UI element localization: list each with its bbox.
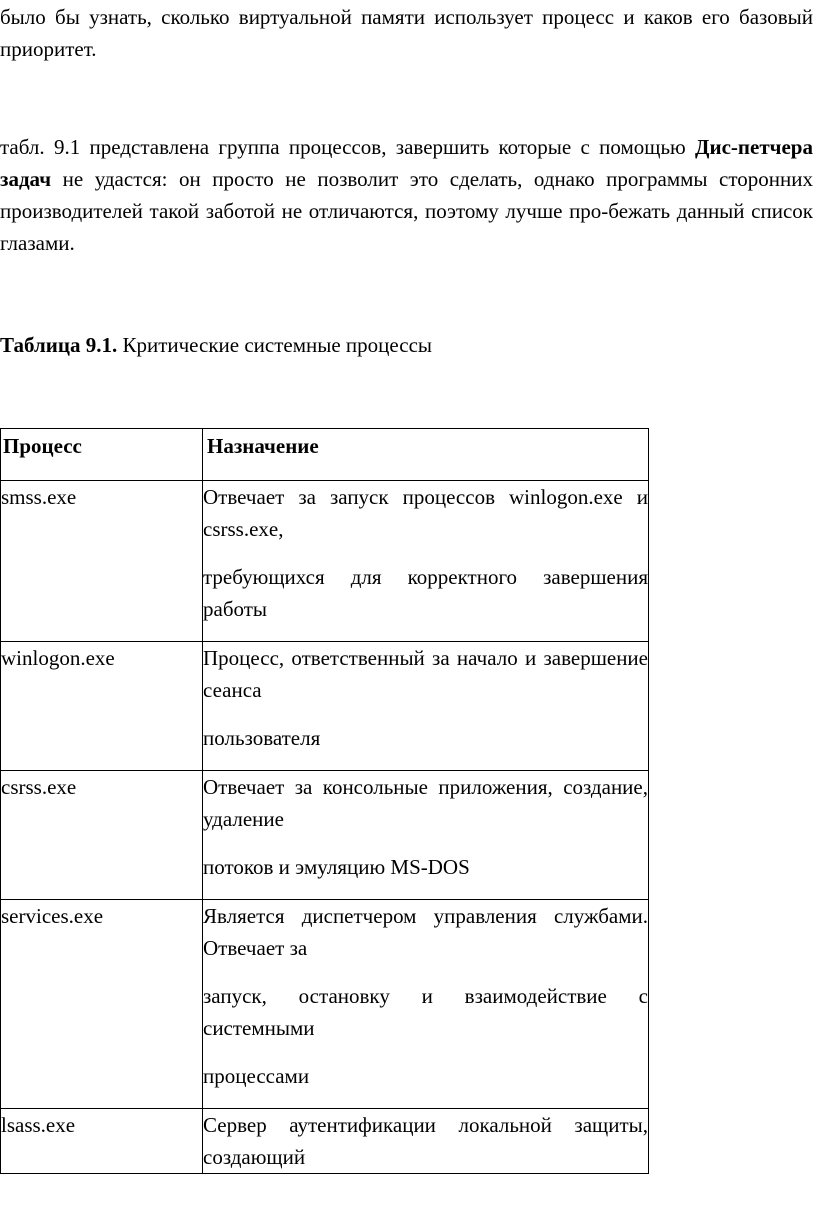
table-header-row [1, 429, 649, 481]
table-caption-text: Критические системные процессы [117, 333, 433, 357]
description-line: процессами [203, 1064, 310, 1088]
process-description [203, 771, 649, 900]
process-name: winlogon.exe [1, 642, 203, 771]
description-line: Отвечает за запуск процессов winlogon.exe и csrss.exe, [203, 485, 648, 541]
description-line: потоков и эмуляцию MS-DOS [203, 855, 470, 879]
description-line: Процесс, ответственный за начало и завершение сеанса [203, 646, 648, 702]
paragraph-text-start: табл. 9.1 представлена группа процессов, завершить которые с помощью [0, 135, 696, 159]
process-name: smss.exe [1, 481, 203, 642]
process-description [203, 642, 649, 771]
paragraph-text-end: не удастся: он просто не позволит это сделать, однако программы сторонних производителей такой заботой не отличаются, поэтому лучше про-бежать данный список глазами. [0, 167, 813, 255]
header-process: Процесс [1, 429, 203, 481]
table-row [1, 642, 649, 771]
description-line: Сервер аутентификации локальной защиты, создающий [203, 1113, 648, 1169]
task-manager-term: Дис-петчера задач [0, 135, 813, 191]
table-caption-label: Таблица 9.1. [0, 333, 118, 357]
description-line: пользователя [203, 726, 321, 750]
process-name: csrss.exe [1, 771, 203, 900]
table-row [1, 1109, 649, 1174]
table-caption [0, 329, 432, 361]
table-row [1, 900, 649, 1109]
description-line: запуск, остановку и взаимодействие с системными [203, 984, 648, 1040]
description-line: Является диспетчером управления службами. Отвечает за [203, 904, 648, 960]
process-description [203, 900, 649, 1109]
process-name: services.exe [1, 900, 203, 1109]
table-row [1, 481, 649, 642]
header-purpose: Назначение [203, 429, 649, 481]
process-description [203, 1109, 649, 1174]
description-line: требующихся для корректного завершения работы [203, 565, 648, 621]
table-row [1, 771, 649, 900]
critical-processes-table [0, 428, 649, 1174]
process-description [203, 481, 649, 642]
description-line: Отвечает за консольные приложения, создание, удаление [203, 775, 648, 831]
paragraph-table-reference [0, 131, 813, 259]
paragraph-intro: было бы узнать, сколько виртуальной памяти использует процесс и каков его базовый приоритет. [0, 5, 813, 61]
process-name: lsass.exe [1, 1109, 203, 1174]
